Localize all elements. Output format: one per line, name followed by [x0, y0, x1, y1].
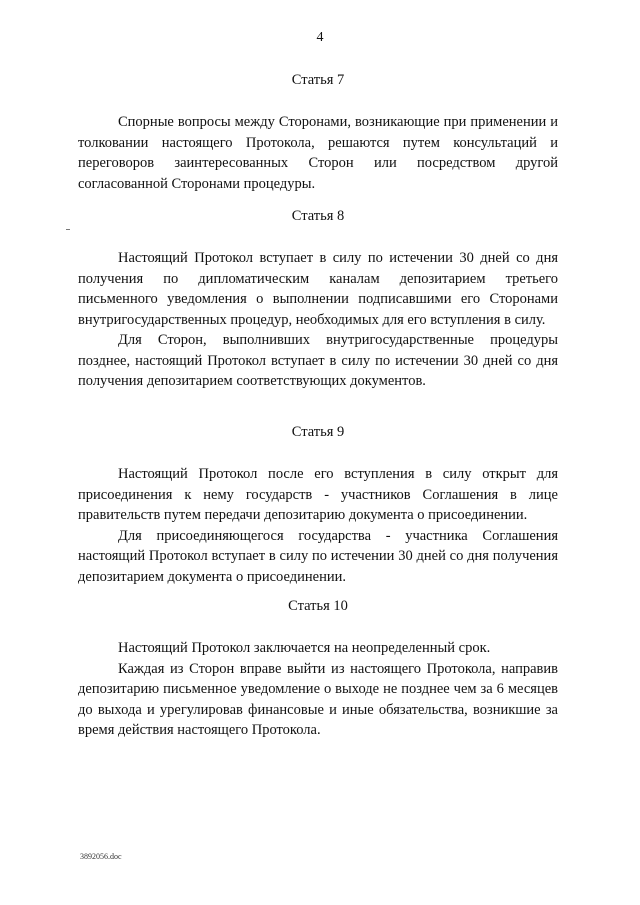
- article-title: Статья 9: [291, 424, 345, 440]
- article-paragraph: Настоящий Протокол вступает в силу по истечении 30 дней со дня получения по дипломатическим каналам депозитарием третьего письменного уведомления о выполнении подписавшими его Сторонами внутригосударственных процедур, необходимых для его вступления в силу.: [78, 250, 558, 328]
- article-title: Статья 10: [288, 598, 348, 614]
- article-9: [78, 422, 558, 587]
- article-paragraph: Для Сторон, выполнивших внутригосударственные процедуры позднее, настоящий Протокол вступает в силу по истечении 30 дней со дня получения депозитарием соответствующих документов.: [78, 332, 558, 389]
- article-paragraph: Настоящий Протокол после его вступления в силу открыт для присоединения к нему государств - участников Соглашения в лице правительств путем передачи депозитарию документа о присоединении.: [78, 466, 558, 523]
- footer-file-code: 3892056.doc: [80, 852, 122, 861]
- article-paragraph: Настоящий Протокол заключается на неопределенный срок.: [118, 640, 491, 656]
- margin-mark: [66, 229, 70, 230]
- page-number: 4: [316, 30, 324, 45]
- article-title: Статья 7: [291, 72, 345, 88]
- article-paragraph: Спорные вопросы между Сторонами, возникающие при применении и толковании настоящего Протокола, решаются путем консультаций и переговоров заинтересованных Сторон или посредством другой согласованной Сторонами процедуры.: [78, 114, 558, 192]
- article-paragraph: Каждая из Сторон вправе выйти из настоящего Протокола, направив депозитарию письменное уведомление о выходе не позднее чем за 6 месяцев до выхода и урегулировав финансовые и иные обязательства, возникшие за время действия настоящего Протокола.: [78, 660, 558, 738]
- article-title: Статья 8: [291, 208, 345, 224]
- article-7: [78, 70, 558, 194]
- article-8: [78, 206, 558, 392]
- article-10: [78, 596, 558, 741]
- article-paragraph: Для присоединяющегося государства - участника Соглашения настоящий Протокол вступает в силу по истечении 30 дней со дня получения депозитарием документа о присоединении.: [78, 527, 558, 585]
